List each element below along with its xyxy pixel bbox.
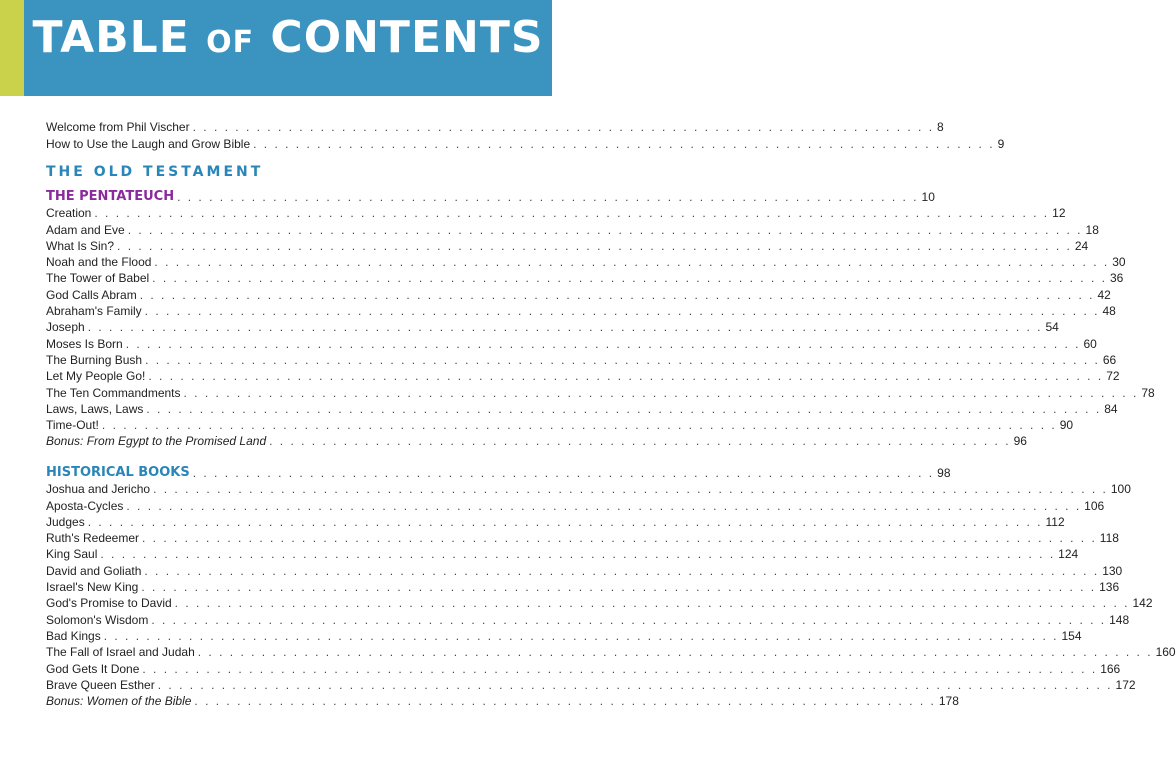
entry-page: 72 — [1106, 369, 1120, 384]
leader-dots: . . . . . . . . . . . . . . . . . . . . . . . . . . . . . . . . . . . . . . . . . . . . . . . . . . . . . . . . . . . . . . . . . . . . . . . . . . . . . . . . . . . . . . . . . . — [127, 222, 1083, 237]
category-title: HISTORICAL BOOKS — [46, 465, 190, 480]
entry-page: 90 — [1059, 418, 1074, 433]
entry-title: Laws, Laws, Laws — [46, 401, 144, 416]
toc-entry[interactable] — [46, 496, 1105, 513]
leader-dots: . . . . . . . . . . . . . . . . . . . . . . . . . . . . . . . . . . . . . . . . . . . . . . . . . . . . . . . . . . . . . . . . . . . . . . — [194, 694, 936, 709]
leader-dots: . . . . . . . . . . . . . . . . . . . . . . . . . . . . . . . . . . . . . . . . . . . . . . . . . . . . . . . . . . . . . . . . . . . . . . . . . . . . . . . . . . . . . . . . . . — [117, 238, 1072, 253]
entry-title: Time-Out! — [46, 418, 99, 433]
leader-dots: . . . . . . . . . . . . . . . . . . . . . . . . . . . . . . . . . . . . . . . . . . . . . . . . . . . . . . . . . . . . . . . . . . . . . . . . . . . . . . . . . . . . . . . . . . — [87, 320, 1043, 335]
toc-entry[interactable] — [46, 318, 1059, 335]
entry-title: Abraham's Family — [46, 304, 142, 319]
toc-entry[interactable] — [46, 351, 1117, 367]
leader-dots: . . . . . . . . . . . . . . . . . . . . . . . . . . . . . . . . . . . . . . . . . . . . . . . . . . . . . . . . . . . . . . . . . . . . . . — [192, 120, 935, 135]
leader-dots: . . . . . . . . . . . . . . . . . . . . . . . . . . . . . . . . . . . . . . . . . . . . . . . . . . . . . . . . . . . . . . . . . . . . . . . . . . . . . . . . . . . . . . . . . . — [126, 498, 1082, 513]
toc-entry[interactable] — [46, 480, 1131, 497]
entry-page: 18 — [1085, 222, 1099, 237]
entry-page: 166 — [1100, 661, 1121, 676]
toc-entry-bonus[interactable] — [46, 432, 1027, 449]
toc-entry[interactable] — [46, 118, 944, 135]
toc-entry[interactable] — [46, 529, 1119, 546]
entry-title: The Ten Commandments — [46, 385, 181, 400]
entry-title: Ruth's Redeemer — [46, 531, 139, 546]
entry-title: Welcome from Phil Vischer — [46, 120, 190, 135]
entry-page: 30 — [1112, 255, 1126, 270]
entry-page: 172 — [1115, 677, 1136, 692]
toc-entry[interactable] — [46, 237, 1089, 253]
entry-title: How to Use the Laugh and Grow Bible — [46, 136, 251, 151]
leader-dots: . . . . . . . . . . . . . . . . . . . . . . . . . . . . . . . . . . . . . . . . . . . . . . . . . . . . . . . . . . . . . . . . . . . . . . . . . . . . . . . . . . . . . . . . . . — [101, 418, 1057, 433]
entry-title: Joshua and Jericho — [46, 482, 151, 497]
pentateuch-list — [46, 186, 1155, 449]
entry-page: 8 — [937, 120, 944, 135]
entry-title: The Fall of Israel and Judah — [46, 645, 195, 660]
toc-entry[interactable] — [46, 253, 1126, 270]
entry-page: 84 — [1104, 401, 1118, 416]
entry-title: The Burning Bush — [46, 352, 143, 367]
toc-entry[interactable] — [46, 610, 1130, 627]
entry-page: 98 — [937, 466, 951, 480]
leader-dots: . . . . . . . . . . . . . . . . . . . . . . . . . . . . . . . . . . . . . . . . . . . . . . . . . . . . . . . . . . . . . . . . . . . . . . . . . . . . . . . . . . . . . . . . . . — [141, 580, 1097, 595]
entry-title: Bonus: Women of the Bible — [46, 694, 192, 709]
entry-page: 130 — [1102, 563, 1123, 578]
entry-page: 42 — [1097, 287, 1111, 302]
toc-entry[interactable] — [46, 578, 1120, 595]
leader-dots: . . . . . . . . . . . . . . . . . . . . . . . . . . . . . . . . . . . . . . . . . . . . . . . . . . . . . . . . . . . . . . . . . . . . . . . . . . . . . . . . . . . . . . . . . . — [139, 287, 1095, 302]
leader-dots: . . . . . . . . . . . . . . . . . . . . . . . . . . . . . . . . . . . . . . . . . . . . . . . . . . . . . . . . . . . . . . . . . . . . . . . . . . . . . . . . . . . . . . . . . . — [197, 645, 1153, 660]
leader-dots: . . . . . . . . . . . . . . . . . . . . . . . . . . . . . . . . . . . . . . . . . . . . . . . . . . . . . . . . . . . . . . . . . . . . . . . . . . . . . . . . . . . . . . . . . . — [145, 352, 1100, 367]
toc-entry[interactable] — [46, 269, 1124, 286]
entry-title: Bonus: From Egypt to the Promised Land — [46, 434, 267, 449]
entry-title: Bad Kings — [46, 628, 101, 643]
leader-dots: . . . . . . . . . . . . . . . . . . . . . . . . . . . . . . . . . . . . . . . . . . . . . . . . . . . . . . . . . . . . . . . . . . . . . . . . . . . . . . . . . . . . . . . . . . — [146, 401, 1102, 416]
toc-entry[interactable] — [46, 627, 1082, 643]
category-title: THE PENTATEUCH — [46, 189, 175, 204]
leader-dots: . . . . . . . . . . . . . . . . . . . . . . . . . . . . . . . . . . . . . . . . . . . . . . . . . . . . . . . . . . . . . . . . . . . . . . — [269, 434, 1011, 449]
toc-entry[interactable] — [46, 659, 1121, 676]
toc-entry[interactable] — [46, 561, 1123, 578]
toc-entry[interactable] — [46, 643, 1176, 660]
entry-page: 9 — [997, 136, 1005, 151]
banner-accent — [0, 0, 24, 96]
entry-title: David and Goliath — [46, 563, 142, 578]
toc-entry[interactable] — [46, 594, 1153, 611]
toc-entry[interactable] — [46, 367, 1120, 384]
entry-page: 136 — [1099, 580, 1120, 595]
entry-title: Moses Is Born — [46, 336, 123, 351]
entry-title: Brave Queen Esther — [46, 677, 155, 692]
leader-dots: . . . . . . . . . . . . . . . . . . . . . . . . . . . . . . . . . . . . . . . . . . . . . . . . . . . . . . . . . . . . . . . . . . . . . . . . . . . . . . . . . . . . . . . . . . — [94, 206, 1050, 221]
entry-page: 78 — [1141, 385, 1155, 400]
entry-title: Judges — [46, 514, 85, 529]
entry-page: 124 — [1058, 547, 1079, 562]
leader-dots: . . . . . . . . . . . . . . . . . . . . . . . . . . . . . . . . . . . . . . . . . . . . . . . . . . . . . . . . . . . . . . . . . . . . . . . . . . . . . . . . . . . . . . . . . . — [125, 336, 1081, 351]
toc-entry[interactable] — [46, 676, 1136, 692]
leader-dots: . . . . . . . . . . . . . . . . . . . . . . . . . . . . . . . . . . . . . . . . . . . . . . . . . . . . . . . . . . . . . . . . . . . . . . . . . . . . . . . . . . . . . . . . . . — [103, 628, 1059, 643]
entry-title: Israel's New King — [46, 580, 139, 595]
toc-entry[interactable] — [46, 334, 1097, 351]
leader-dots: . . . . . . . . . . . . . . . . . . . . . . . . . . . . . . . . . . . . . . . . . . . . . . . . . . . . . . . . . . . . . . . . . . . . . . . . . . . . . . . . . . . . . . . . . . — [87, 514, 1043, 529]
leader-dots: . . . . . . . . . . . . . . . . . . . . . . . . . . . . . . . . . . . . . . . . . . . . . . . . . . . . . . . . . . . . . . . . . . . . . . . . . . . . . . . . . . . . . . . . . . — [152, 271, 1107, 286]
entry-page: 112 — [1045, 514, 1065, 529]
entry-page: 12 — [1052, 206, 1066, 221]
leader-dots: . . . . . . . . . . . . . . . . . . . . . . . . . . . . . . . . . . . . . . . . . . . . . . . . . . . . . . . . . . . . . . . . . . . . . . — [177, 190, 919, 204]
toc-entry[interactable] — [46, 513, 1065, 529]
leader-dots: . . . . . . . . . . . . . . . . . . . . . . . . . . . . . . . . . . . . . . . . . . . . . . . . . . . . . . . . . . . . . . . . . . . . . . — [253, 136, 995, 151]
entry-page: 142 — [1132, 596, 1153, 611]
entry-title: God Gets It Done — [46, 661, 140, 676]
entry-page: 178 — [938, 694, 959, 709]
entry-title: Creation — [46, 206, 92, 221]
leader-dots: . . . . . . . . . . . . . . . . . . . . . . . . . . . . . . . . . . . . . . . . . . . . . . . . . . . . . . . . . . . . . . . . . . . . . . . . . . . . . . . . . . . . . . . . . . — [154, 255, 1110, 270]
title-word-table: TABLE — [32, 12, 190, 63]
toc-entry[interactable] — [46, 416, 1074, 433]
historical-list — [46, 462, 1176, 709]
entry-page: 54 — [1045, 320, 1059, 335]
leader-dots: . . . . . . . . . . . . . . . . . . . . . . . . . . . . . . . . . . . . . . . . . . . . . . . . . . . . . . . . . . . . . . . . . . . . . . . . . . . . . . . . . . . . . . . . . . — [142, 531, 1097, 546]
leader-dots: . . . . . . . . . . . . . . . . . . . . . . . . . . . . . . . . . . . . . . . . . . . . . . . . . . . . . . . . . . . . . . . . . . . . . . . . . . . . . . . . . . . . . . . . . . — [144, 563, 1100, 578]
leader-dots: . . . . . . . . . . . . . . . . . . . . . . . . . . . . . . . . . . . . . . . . . . . . . . . . . . . . . . . . . . . . . . . . . . . . . . . . . . . . . . . . . . . . . . . . . . — [174, 596, 1130, 611]
leader-dots: . . . . . . . . . . . . . . . . . . . . . . . . . . . . . . . . . . . . . . . . . . . . . . . . . . . . . . . . . . . . . . . . . . . . . . . . . . . . . . . . . . . . . . . . . . — [151, 612, 1107, 627]
entry-title: The Tower of Babel — [46, 271, 150, 286]
entry-title: Joseph — [46, 320, 85, 335]
toc-entry[interactable] — [46, 302, 1116, 319]
intro-list — [46, 118, 1005, 151]
entry-title: King Saul — [46, 547, 98, 562]
leader-dots: . . . . . . . . . . . . . . . . . . . . . . . . . . . . . . . . . . . . . . . . . . . . . . . . . . . . . . . . . . . . . . . . . . . . . . . . . . . . . . . . . . . . . . . . . . — [142, 661, 1098, 676]
leader-dots: . . . . . . . . . . . . . . . . . . . . . . . . . . . . . . . . . . . . . . . . . . . . . . . . . . . . . . . . . . . . . . . . . . . . . . — [192, 466, 935, 480]
leader-dots: . . . . . . . . . . . . . . . . . . . . . . . . . . . . . . . . . . . . . . . . . . . . . . . . . . . . . . . . . . . . . . . . . . . . . . . . . . . . . . . . . . . . . . . . . . — [153, 482, 1108, 497]
entry-page: 36 — [1109, 271, 1124, 286]
entry-page: 66 — [1102, 352, 1117, 367]
entry-title: Aposta-Cycles — [46, 498, 124, 513]
leader-dots: . . . . . . . . . . . . . . . . . . . . . . . . . . . . . . . . . . . . . . . . . . . . . . . . . . . . . . . . . . . . . . . . . . . . . . . . . . . . . . . . . . . . . . . . . . — [183, 385, 1139, 400]
toc-entry[interactable] — [46, 134, 1005, 151]
leader-dots: . . . . . . . . . . . . . . . . . . . . . . . . . . . . . . . . . . . . . . . . . . . . . . . . . . . . . . . . . . . . . . . . . . . . . . . . . . . . . . . . . . . . . . . . . . — [157, 677, 1113, 692]
entry-title: What Is Sin? — [46, 238, 115, 253]
leader-dots: . . . . . . . . . . . . . . . . . . . . . . . . . . . . . . . . . . . . . . . . . . . . . . . . . . . . . . . . . . . . . . . . . . . . . . . . . . . . . . . . . . . . . . . . . . — [144, 304, 1100, 319]
entry-title: God Calls Abram — [46, 287, 137, 302]
category-pentateuch[interactable] — [46, 186, 935, 204]
toc-entry[interactable] — [46, 204, 1066, 221]
entry-page: 154 — [1061, 628, 1082, 643]
entry-page: 118 — [1099, 531, 1119, 546]
title-word-contents: CONTENTS — [270, 12, 544, 63]
old-testament-heading: THE OLD TESTAMENT — [46, 164, 264, 180]
entry-title: Noah and the Flood — [46, 255, 152, 270]
toc-entry[interactable] — [46, 383, 1155, 400]
entry-page: 96 — [1013, 434, 1027, 449]
toc-entry[interactable] — [46, 285, 1111, 302]
leader-dots: . . . . . . . . . . . . . . . . . . . . . . . . . . . . . . . . . . . . . . . . . . . . . . . . . . . . . . . . . . . . . . . . . . . . . . . . . . . . . . . . . . . . . . . . . . — [148, 369, 1104, 384]
entry-title: Let My People Go! — [46, 369, 146, 384]
entry-page: 10 — [921, 190, 935, 204]
entry-page: 48 — [1102, 304, 1116, 319]
entry-title: Adam and Eve — [46, 222, 125, 237]
entry-page: 160 — [1155, 645, 1176, 660]
toc-entry[interactable] — [46, 220, 1099, 237]
category-historical-books[interactable] — [46, 462, 951, 480]
leader-dots: . . . . . . . . . . . . . . . . . . . . . . . . . . . . . . . . . . . . . . . . . . . . . . . . . . . . . . . . . . . . . . . . . . . . . . . . . . . . . . . . . . . . . . . . . . — [100, 547, 1056, 562]
entry-title: God's Promise to David — [46, 596, 172, 611]
toc-entry-bonus[interactable] — [46, 692, 959, 709]
entry-page: 60 — [1083, 336, 1097, 351]
toc-entry[interactable] — [46, 545, 1079, 562]
entry-page: 106 — [1084, 498, 1105, 513]
toc-entry[interactable] — [46, 400, 1118, 416]
entry-page: 24 — [1074, 238, 1089, 253]
entry-page: 100 — [1110, 482, 1131, 497]
title-word-of: OF — [206, 25, 255, 60]
entry-title: Solomon's Wisdom — [46, 612, 149, 627]
page-title — [24, 2, 552, 79]
entry-page: 148 — [1109, 612, 1130, 627]
